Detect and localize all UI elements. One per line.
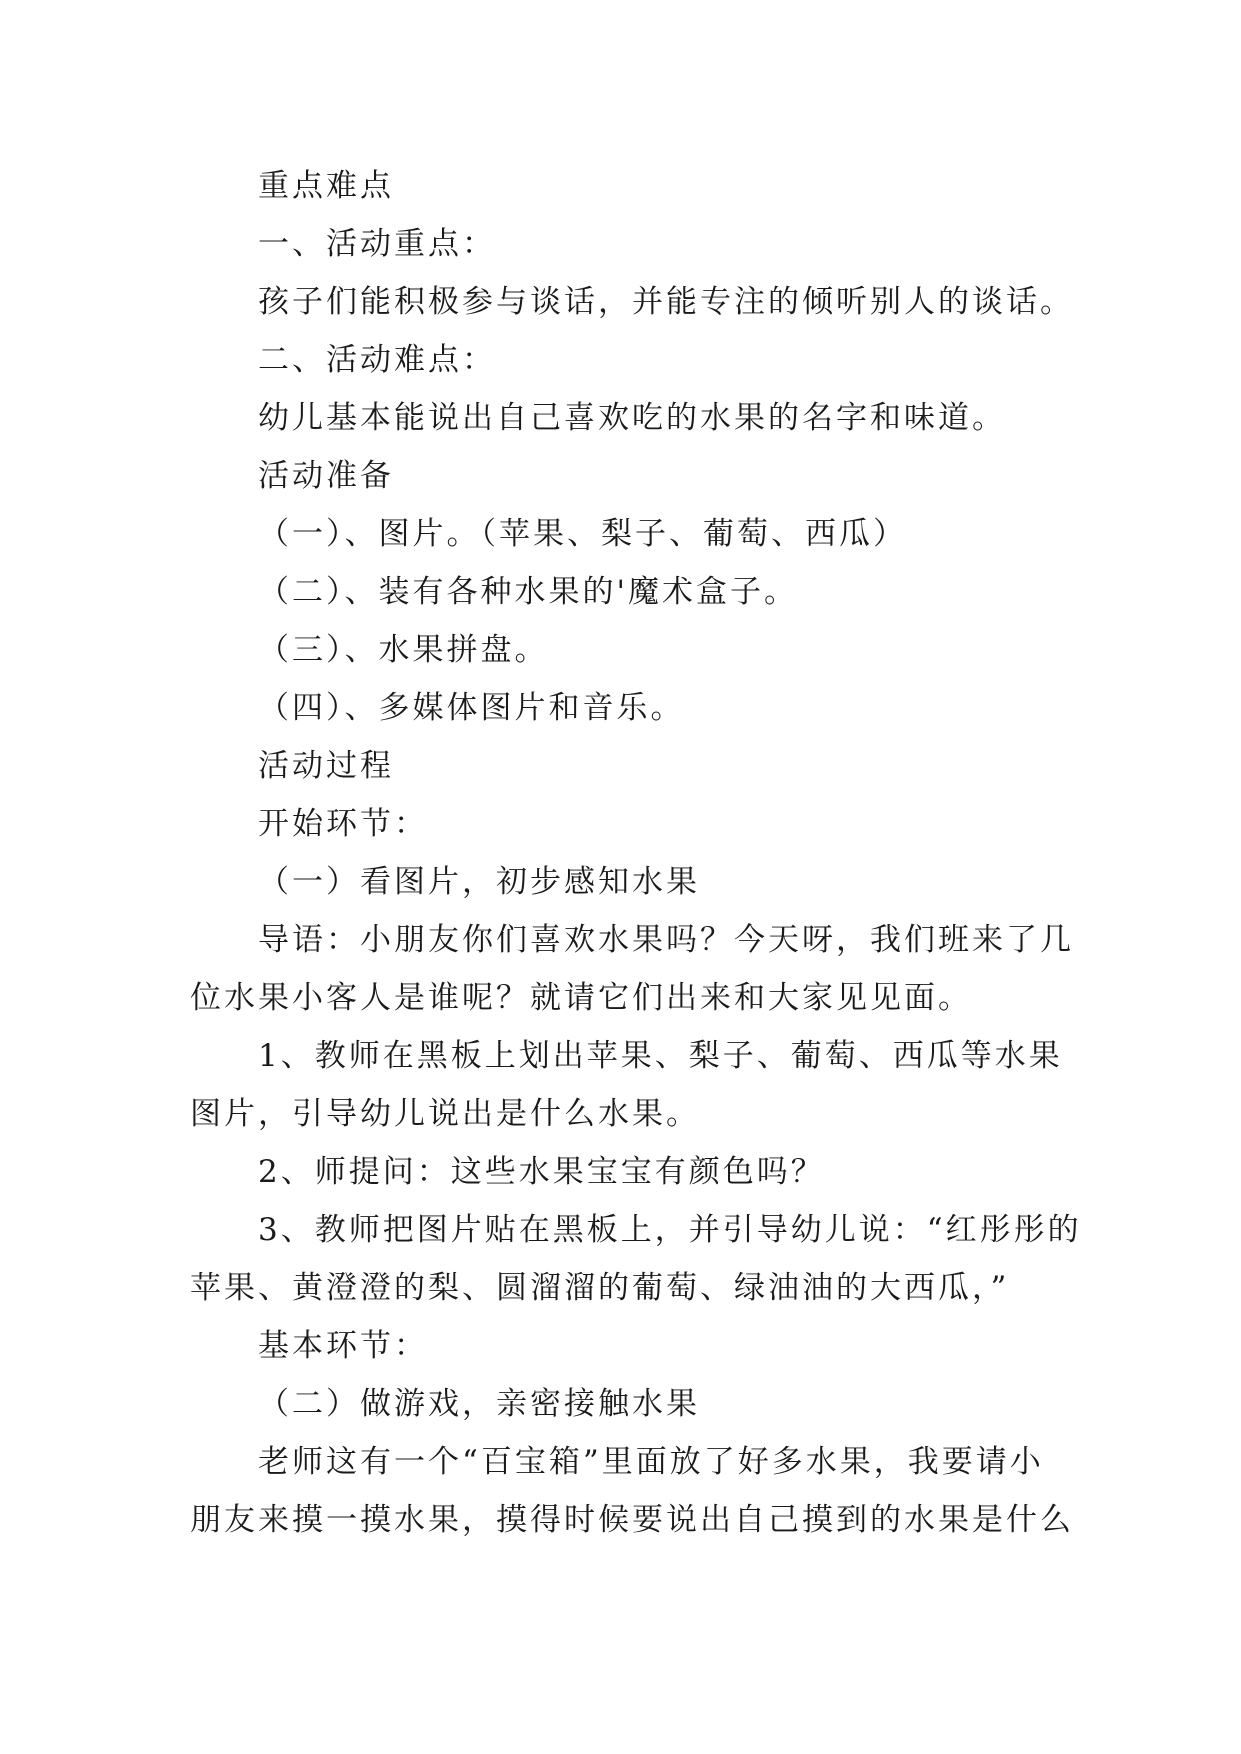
subheading-play-game: （二）做游戏，亲密接触水果 <box>258 1386 700 1422</box>
step-3-line-1: 3、教师把图片贴在黑板上，并引导幼儿说：“红彤彤的 <box>258 1212 1082 1248</box>
paragraph-treasure-box-line-2: 朋友来摸一摸水果，摸得时候要说出自己摸到的水果是什么 <box>190 1502 1074 1538</box>
heading-activity-focus: 一、活动重点： <box>258 226 496 262</box>
heading-opening-section: 开始环节： <box>258 806 428 842</box>
paragraph-intro-line-2: 位水果小客人是谁呢？就请它们出来和大家见见面。 <box>190 980 972 1016</box>
paragraph-focus-text: 孩子们能积极参与谈话，并能专注的倾听别人的谈话。 <box>258 284 1074 320</box>
heading-activity-process: 活动过程 <box>258 748 394 784</box>
paragraph-treasure-box-line-1: 老师这有一个“百宝箱”里面放了好多水果，我要请小 <box>258 1444 1044 1480</box>
heading-key-points: 重点难点 <box>258 168 394 204</box>
subheading-look-at-pictures: （一）看图片，初步感知水果 <box>258 864 700 900</box>
heading-activity-difficulty: 二、活动难点： <box>258 342 496 378</box>
prep-item-3: （三）、水果拼盘。 <box>258 632 549 668</box>
step-2: 2、师提问：这些水果宝宝有颜色吗？ <box>258 1154 825 1190</box>
step-1-line-1: 1、教师在黑板上划出苹果、梨子、葡萄、西瓜等水果 <box>258 1038 1063 1074</box>
heading-activity-preparation: 活动准备 <box>258 458 394 494</box>
prep-item-4: （四）、多媒体图片和音乐。 <box>258 690 685 726</box>
step-3-line-2: 苹果、黄澄澄的梨、圆溜溜的葡萄、绿油油的大西瓜，” <box>190 1270 1010 1306</box>
heading-basic-section: 基本环节： <box>258 1328 428 1364</box>
prep-item-2: （二）、装有各种水果的'魔术盒子。 <box>258 574 799 610</box>
paragraph-difficulty-text: 幼儿基本能说出自己喜欢吃的水果的名字和味道。 <box>258 400 1006 436</box>
paragraph-intro-line-1: 导语：小朋友你们喜欢水果吗？今天呀，我们班来了几 <box>258 922 1074 958</box>
prep-item-1: （一）、图片。（苹果、梨子、葡萄、西瓜） <box>258 516 907 552</box>
step-1-line-2: 图片，引导幼儿说出是什么水果。 <box>190 1096 700 1132</box>
